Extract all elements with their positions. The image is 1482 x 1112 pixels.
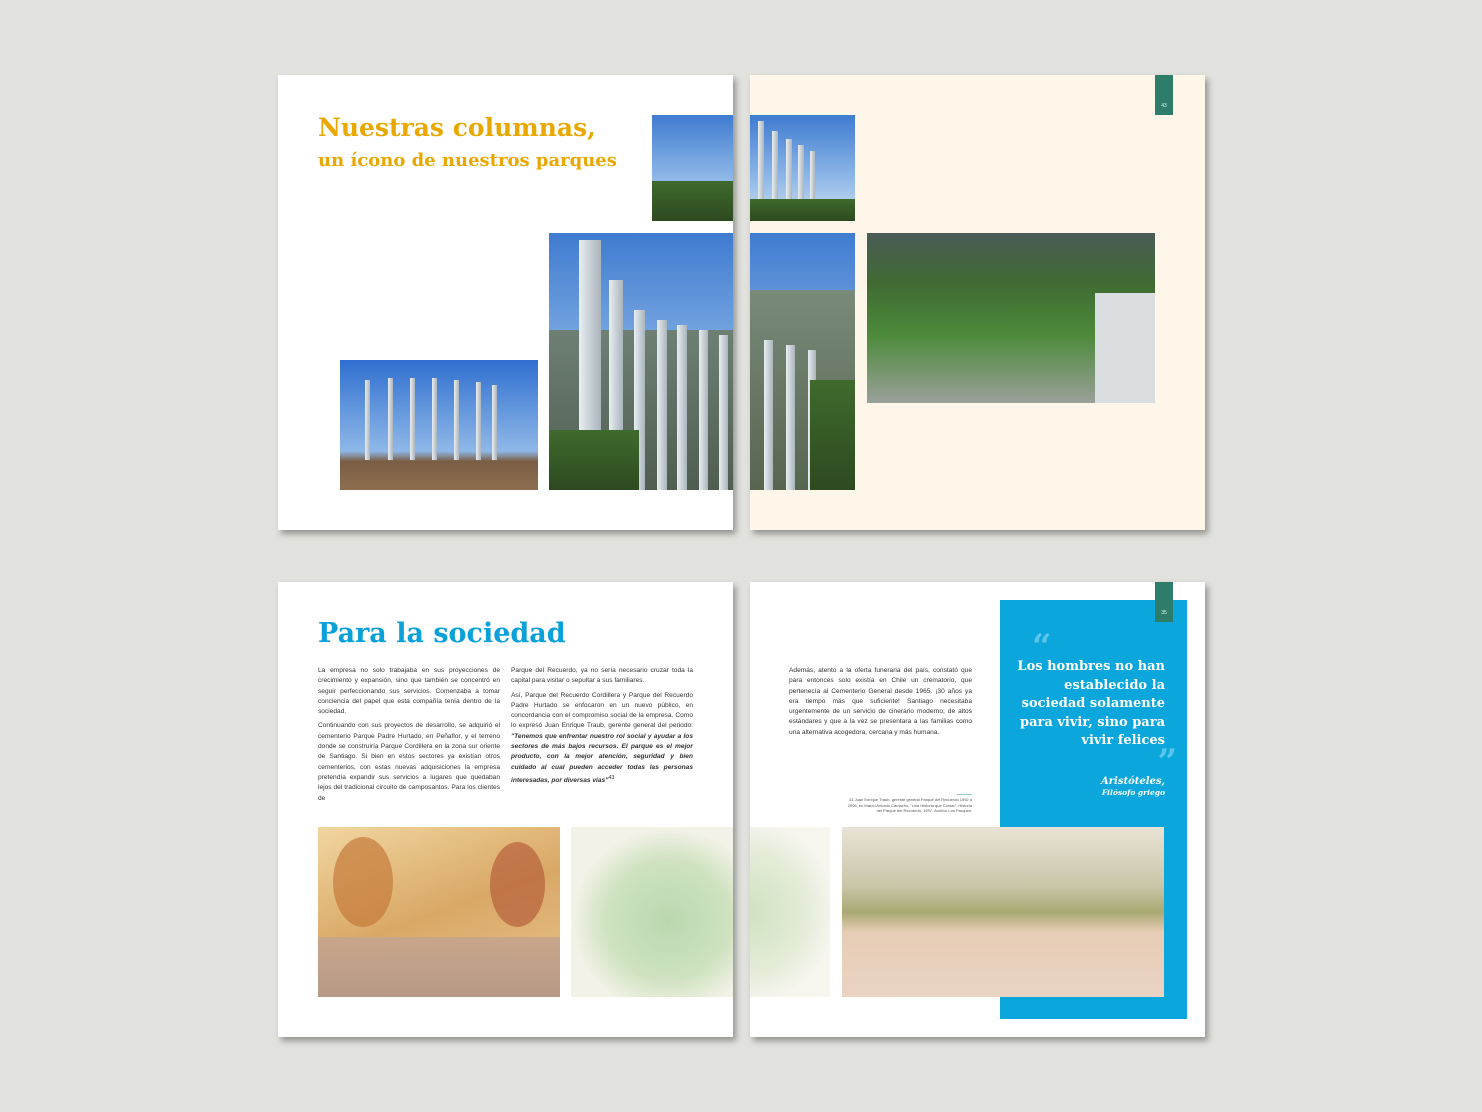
text-column-1 — [318, 666, 500, 808]
quote-role: Filósofo griego — [1101, 787, 1165, 797]
section-title: Para la sociedad — [318, 618, 566, 649]
footnote-rule — [957, 794, 972, 795]
quote-block — [1012, 627, 1177, 798]
paragraph: Continuando con sus proyectos de desarrollo, se adquirió el cementerio Parque Padre Hurtado, en Peñaflor, y el terreno donde se construiría Parque Cordillera en la zona sur oriente de Santiago. Si bien en estos sectores ya existían otros cementerios, con estas nuevas adquisiciones la empresa pretendía expandir sus servicios a lugares que quedaban lejos del tradicional circuito de camposantos. Para los clientes de — [318, 722, 500, 802]
paragraph: Parque del Recuerdo, ya no sería necesario cruzar toda la capital para visitar o sepultar a sus familiares. — [511, 667, 693, 685]
photo-columns-large-left — [549, 233, 733, 490]
illustration-park-plaza — [842, 827, 1164, 997]
page-number-tab: 35 — [1155, 582, 1173, 622]
title-line2: un ícono de nuestros parques — [318, 150, 617, 171]
paragraph — [511, 691, 693, 787]
quote-close-mark-icon: ” — [1157, 741, 1177, 782]
title-line1: Nuestras columnas, — [318, 113, 596, 142]
photo-columns-small-left — [652, 115, 733, 221]
photo-columns-construction — [340, 360, 538, 490]
photo-columns-large-right — [750, 233, 855, 490]
paragraph: Además, atento a la oferta funeraria del país, constató que para entonces solo existía en Chile un crematorio, que pertenecía al Cementerio General desde 1965. ¡30 años ya era tiempo más que suficiente! Santiago necesitaba urgentemente de un servicio de cinerario moderno, de altos estándares y que a la vez se presentara a las familias como una alternativa acogedora, cercana y más humana. — [789, 667, 972, 736]
paragraph-text: Así, Parque del Recuerdo Cordillera y Parque del Recuerdo Padre Hurtado se enfocaron en un nuevo público, en concordancia con el compromiso social de la empresa. Como lo expresó Juan Enrique Traub, gerente general del periodo: — [511, 691, 693, 730]
footnote: 43 Juan Enrique Traub, gerente general Parque del Recuerdo 1992 a 2005, en Marco Antonio Camacho, "Una Historia que Contar", Historia del Parque del Recuerdo, 1997. Archivo Los Parques. — [847, 797, 972, 813]
photo-aerial-park — [867, 233, 1155, 403]
illustration-park-plan-right — [750, 827, 830, 997]
text-column-3 — [789, 666, 972, 742]
page-number-tab: 43 — [1155, 75, 1173, 115]
text-column-2 — [511, 666, 693, 790]
paragraph: La empresa no solo trabajaba en sus proyecciones de crecimiento y expansión, sino que también se concentró en seguir perfeccionando sus servicios. Comenzaba a tomar conciencia del papel que esta compañía tenía dentro de la sociedad. — [318, 667, 500, 716]
footnote-ref: 43 — [608, 774, 615, 781]
illustration-park-plan-left — [571, 827, 733, 997]
photo-columns-small-right — [750, 115, 855, 221]
quote-text: "Tenemos que enfrentar nuestro rol social y ayudar a los sectores de más bajos recursos. El parque es el mejor producto, con la mejor atención, seguridad y bien cuidado al cual pueden acceder todas las personas interesadas, por diversas vías" — [511, 732, 693, 785]
quote-author: Aristóteles, — [1101, 775, 1165, 787]
quote-text: Los hombres no han establecido la sociedad solamente para vivir, sino para vivir felices — [1017, 659, 1165, 748]
quote-open-mark-icon: “ — [1032, 627, 1052, 667]
illustration-couple-walking — [318, 827, 560, 997]
